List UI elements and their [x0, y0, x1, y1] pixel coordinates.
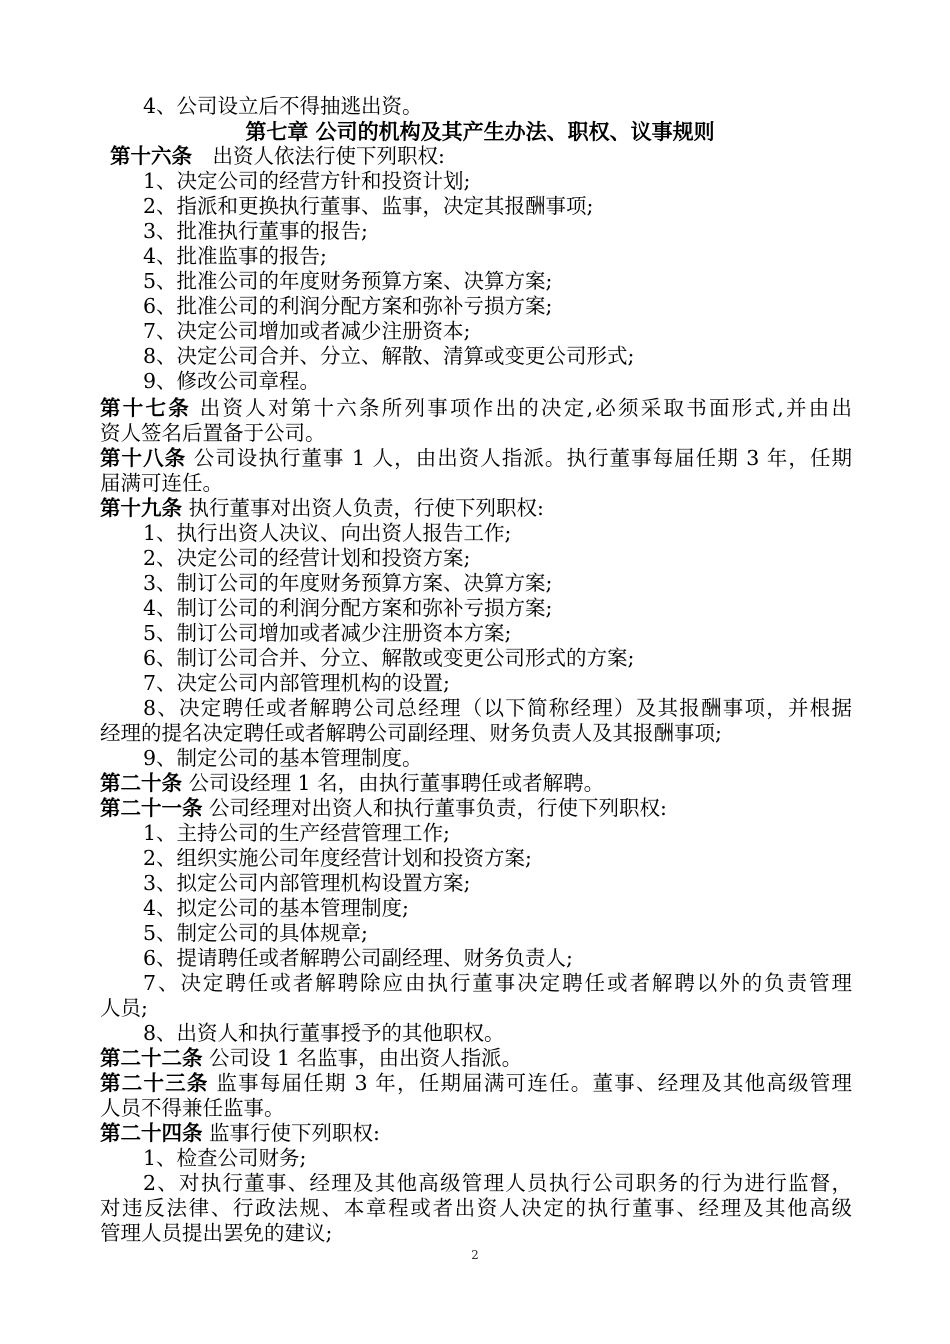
article-24 — [100, 1121, 852, 1146]
article-20 — [100, 771, 852, 796]
list-item: 6、提请聘任或者解聘公司副经理、财务负责人; — [143, 946, 573, 970]
paragraph: 人员不得兼任监事。 — [100, 1096, 285, 1120]
article-number: 第十八条 — [100, 446, 187, 470]
article-18 — [100, 446, 852, 471]
list-item: 2、指派和更换执行董事、监事，决定其报酬事项; — [143, 194, 594, 218]
list-item: 8、出资人和执行董事授予的其他职权。 — [143, 1021, 505, 1045]
article-text: 执行董事对出资人负责，行使下列职权: — [188, 496, 544, 520]
article-17 — [100, 396, 852, 421]
article-text: 公司设 1 名监事，由出资人指派。 — [209, 1046, 523, 1070]
list-item: 4、制订公司的利润分配方案和弥补亏损方案; — [143, 596, 553, 620]
list-item: 3、批准执行董事的报告; — [143, 219, 368, 243]
list-item: 5、制定公司的具体规章; — [143, 921, 368, 945]
list-item: 4、批准监事的报告; — [143, 244, 327, 268]
paragraph: 资人签名后置备于公司。 — [100, 421, 326, 445]
list-item: 2、组织实施公司年度经营计划和投资方案; — [143, 846, 532, 870]
paragraph: 经理的提名决定聘任或者解聘公司副经理、财务负责人及其报酬事项; — [100, 721, 722, 745]
paragraph: 届满可连任。 — [100, 471, 223, 495]
list-item: 8、决定聘任或者解聘公司总经理（以下简称经理）及其报酬事项，并根据 — [143, 696, 852, 720]
paragraph: 人员; — [100, 996, 148, 1020]
article-text: 监事每届任期 3 年，任期届满可连任。董事、经理及其他高级管理 — [216, 1071, 852, 1095]
paragraph: 4、公司设立后不得抽逃出资。 — [143, 94, 423, 118]
paragraph: 管理人员提出罢免的建议; — [100, 1221, 333, 1245]
article-text: 出资人依法行使下列职权: — [212, 144, 445, 168]
list-item: 7、决定公司增加或者减少注册资本; — [143, 319, 471, 343]
page-number: 2 — [471, 1248, 479, 1262]
list-item: 7、决定公司内部管理机构的设置; — [143, 671, 450, 695]
article-23 — [100, 1071, 852, 1096]
list-item: 9、修改公司章程。 — [143, 369, 321, 393]
article-number: 第十七条 — [100, 396, 191, 420]
article-text: 公司经理对出资人和执行董事负责，行使下列职权: — [209, 796, 667, 820]
article-number: 第二十一条 — [100, 796, 203, 820]
article-text: 监事行使下列职权: — [209, 1121, 380, 1145]
list-item: 9、制定公司的基本管理制度。 — [143, 746, 423, 770]
list-item: 2、决定公司的经营计划和投资方案; — [143, 546, 471, 570]
list-item: 4、拟定公司的基本管理制度; — [143, 896, 409, 920]
article-number: 第二十条 — [100, 771, 182, 795]
article-16 — [110, 144, 862, 169]
list-item: 6、制订公司合并、分立、解散或变更公司形式的方案; — [143, 646, 635, 670]
article-number: 第十六条 — [110, 144, 192, 168]
list-item: 1、执行出资人决议、向出资人报告工作; — [143, 521, 512, 545]
article-text: 公司设执行董事 1 人，由出资人指派。执行董事每届任期 3 年，任期 — [193, 446, 852, 470]
list-item: 1、主持公司的生产经营管理工作; — [143, 821, 450, 845]
article-number: 第十九条 — [100, 496, 182, 520]
article-number: 第二十四条 — [100, 1121, 203, 1145]
article-text: 公司设经理 1 名，由执行董事聘任或者解聘。 — [188, 771, 605, 795]
list-item: 7、决定聘任或者解聘除应由执行董事决定聘任或者解聘以外的负责管理 — [143, 971, 852, 995]
list-item: 8、决定公司合并、分立、解散、清算或变更公司形式; — [143, 344, 635, 368]
article-22 — [100, 1046, 852, 1071]
list-item: 1、检查公司财务; — [143, 1146, 307, 1170]
article-21 — [100, 796, 852, 821]
list-item: 5、制订公司增加或者减少注册资本方案; — [143, 621, 512, 645]
chapter-title: 第七章 公司的机构及其产生办法、职权、议事规则 — [245, 119, 715, 144]
article-text: 出资人对第十六条所列事项作出的决定,必须采取书面形式,并由出 — [199, 396, 852, 420]
article-19 — [100, 496, 852, 521]
article-number: 第二十二条 — [100, 1046, 203, 1070]
list-item: 2、对执行董事、经理及其他高级管理人员执行公司职务的行为进行监督， — [143, 1171, 852, 1195]
list-item: 5、批准公司的年度财务预算方案、决算方案; — [143, 269, 553, 293]
list-item: 3、拟定公司内部管理机构设置方案; — [143, 871, 471, 895]
article-number: 第二十三条 — [100, 1071, 209, 1095]
list-item: 3、制订公司的年度财务预算方案、决算方案; — [143, 571, 553, 595]
list-item: 6、批准公司的利润分配方案和弥补亏损方案; — [143, 294, 553, 318]
paragraph: 对违反法律、行政法规、本章程或者出资人决定的执行董事、经理及其他高级 — [100, 1196, 852, 1220]
list-item: 1、决定公司的经营方针和投资计划; — [143, 169, 471, 193]
